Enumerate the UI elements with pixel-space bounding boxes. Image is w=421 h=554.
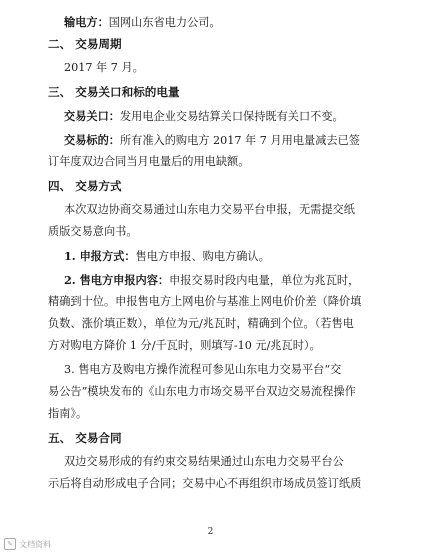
item-3-line: 3. 售电方及购电方操作流程可参见山东电力交易平台“交 (64, 363, 342, 376)
item-1-label: 1. 申报方式： (64, 249, 136, 263)
section-5-paragraph-cont: 示后将自动形成电子合同；交易中心不再组织市场成员签订纸质 (48, 477, 362, 490)
supplier-text: 国网山东省电力公司。 (108, 16, 221, 29)
item-2-cont-2: 负数、涨价填正数），单位为元/兆瓦时，精确到个位。（若售电 (48, 317, 354, 330)
item-1-line (64, 248, 421, 265)
section-4-paragraph: 本次双边协商交易通过山东电力交易平台申报，无需提交纸 (64, 203, 355, 216)
section-5-paragraph: 双边交易形成的有约束交易结果通过山东电力交易平台公 (64, 455, 344, 468)
watermark (4, 538, 51, 550)
trade-target-text: 所有准入的购电方 2017 年 7 月用电量减去已签 (119, 134, 360, 147)
item-2-label: 2. 售电方申报内容： (64, 273, 170, 287)
trade-target-line (64, 132, 421, 149)
supplier-line (64, 14, 421, 31)
item-2-cont-1: 精确到十位。申报售电方上网电价与基准上网电价价差（降价填 (48, 295, 362, 308)
item-3-cont-1: 易公告”模块发布的《山东电力市场交易平台双边交易流程操作 (48, 385, 356, 398)
item-2-cont-3: 方对购电方降价 1 分/千瓦时，则填写-10 元/兆瓦时）。 (48, 339, 321, 352)
trade-target-label: 交易标的： (64, 133, 120, 147)
section-4-heading: 四、 交易方式 (48, 179, 122, 193)
supplier-label: 输电方： (64, 15, 109, 29)
page-number: 2 (207, 527, 214, 537)
item-1-text: 售电方申报、购电方确认。 (135, 250, 270, 263)
section-2-heading: 二、 交易周期 (48, 37, 122, 51)
trade-target-continuation: 订年度双边合同当月电量后的用电缺额。 (48, 155, 250, 168)
trade-gateway-label: 交易关口： (64, 109, 120, 123)
watermark-logo-icon: ✎ (4, 538, 16, 550)
trade-gateway-line (64, 108, 421, 125)
item-2-text: 申报交易时段内电量，单位为兆瓦时， (169, 274, 360, 287)
section-4-paragraph-cont: 质版交易意向书。 (48, 225, 138, 238)
watermark-text: 文档资料 (19, 539, 51, 549)
section-5-heading: 五、 交易合同 (48, 431, 122, 445)
section-3-heading: 三、 交易关口和标的电量 (48, 85, 180, 99)
trade-gateway-text: 发用电企业交易结算关口保持既有关口不变。 (119, 110, 344, 123)
item-3-cont-2: 指南》。 (48, 407, 88, 420)
item-2-line (64, 272, 421, 289)
section-2-text: 2017 年 7 月。 (64, 61, 144, 74)
